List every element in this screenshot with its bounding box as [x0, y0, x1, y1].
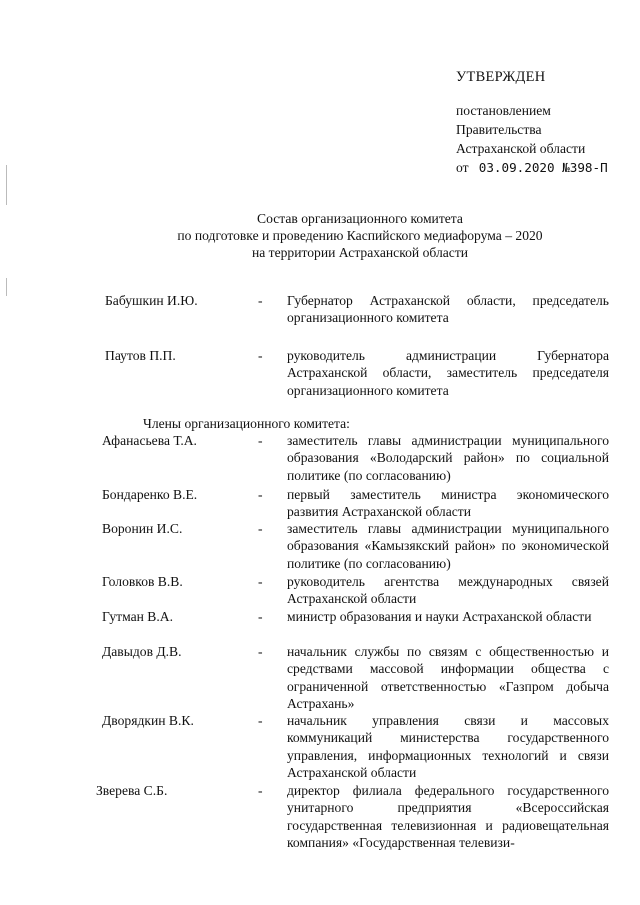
title-line: на территории Астраханской области — [251, 245, 469, 260]
member-position: Губернатор Астраханской области, председатель организационного комитета — [287, 293, 609, 326]
member-name: Афанасьева Т.А. — [102, 433, 197, 448]
member-position: директор филиала федерального государственного унитарного предприятия «Всероссийская государственная телевизионная и радиовещательная компания» «Государственная телевизи- — [287, 783, 609, 851]
dash-separator: - — [258, 783, 263, 798]
member-name: Бондаренко В.Е. — [102, 487, 198, 502]
member-name: Дворядкин В.К. — [102, 713, 194, 728]
approval-date-number: 03.09.2020 №398-П — [478, 160, 608, 175]
approval-date-prefix: от — [456, 160, 469, 175]
approval-date-line — [456, 158, 608, 177]
document-title — [100, 210, 620, 261]
dash-separator: - — [258, 713, 263, 728]
member-name: Паутов П.П. — [105, 348, 176, 363]
member-name: Воронин И.С. — [102, 521, 183, 536]
member-position: руководитель администрации Губернатора Астраханской области, заместитель председателя организационного комитета — [287, 348, 609, 398]
member-name: Головков В.В. — [102, 574, 183, 589]
member-position: руководитель агентства международных связей Астраханской области — [287, 574, 609, 607]
dash-separator: - — [258, 521, 263, 536]
member-position: министр образования и науки Астраханской области — [287, 609, 592, 624]
dash-separator: - — [258, 293, 263, 308]
member-name: Гутман В.А. — [102, 609, 173, 624]
dash-separator: - — [258, 609, 263, 624]
member-position: начальник управления связи и массовых коммуникаций министерства государственного управления, информационных технологий и связи Астраханской области — [287, 713, 609, 781]
member-name: Зверева С.Б. — [96, 783, 168, 798]
approval-line: Правительства — [456, 122, 542, 137]
member-name: Давыдов Д.В. — [102, 644, 182, 659]
members-heading: Члены организационного комитета: — [143, 416, 350, 431]
approval-line: постановлением — [456, 103, 551, 118]
member-position: заместитель главы администрации муниципального образования «Володарский район» по социальной политике (по согласованию) — [287, 433, 609, 483]
scan-margin-mark — [6, 165, 7, 205]
member-position: начальник службы по связям с общественностью и средствами массовой информации общества с ограниченной ответственностью «Газпром добыча Астрахань» — [287, 644, 609, 712]
dash-separator: - — [258, 348, 263, 363]
member-position: заместитель главы администрации муниципального образования «Камызякский район» по экономической политике (по согласованию) — [287, 521, 609, 571]
member-position: первый заместитель министра экономического развития Астраханской области — [287, 487, 609, 520]
scan-margin-mark — [6, 278, 7, 296]
dash-separator: - — [258, 574, 263, 589]
approval-line: Астраханской области — [456, 141, 586, 156]
member-name: Бабушкин И.Ю. — [105, 293, 198, 308]
dash-separator: - — [258, 487, 263, 502]
dash-separator: - — [258, 644, 263, 659]
title-line: по подготовке и проведению Каспийского медиафорума – 2020 — [177, 228, 543, 243]
approval-stamp — [456, 68, 608, 177]
dash-separator: - — [258, 433, 263, 448]
title-line: Состав организационного комитета — [257, 211, 463, 226]
approval-heading: УТВЕРЖДЕН — [456, 69, 546, 85]
